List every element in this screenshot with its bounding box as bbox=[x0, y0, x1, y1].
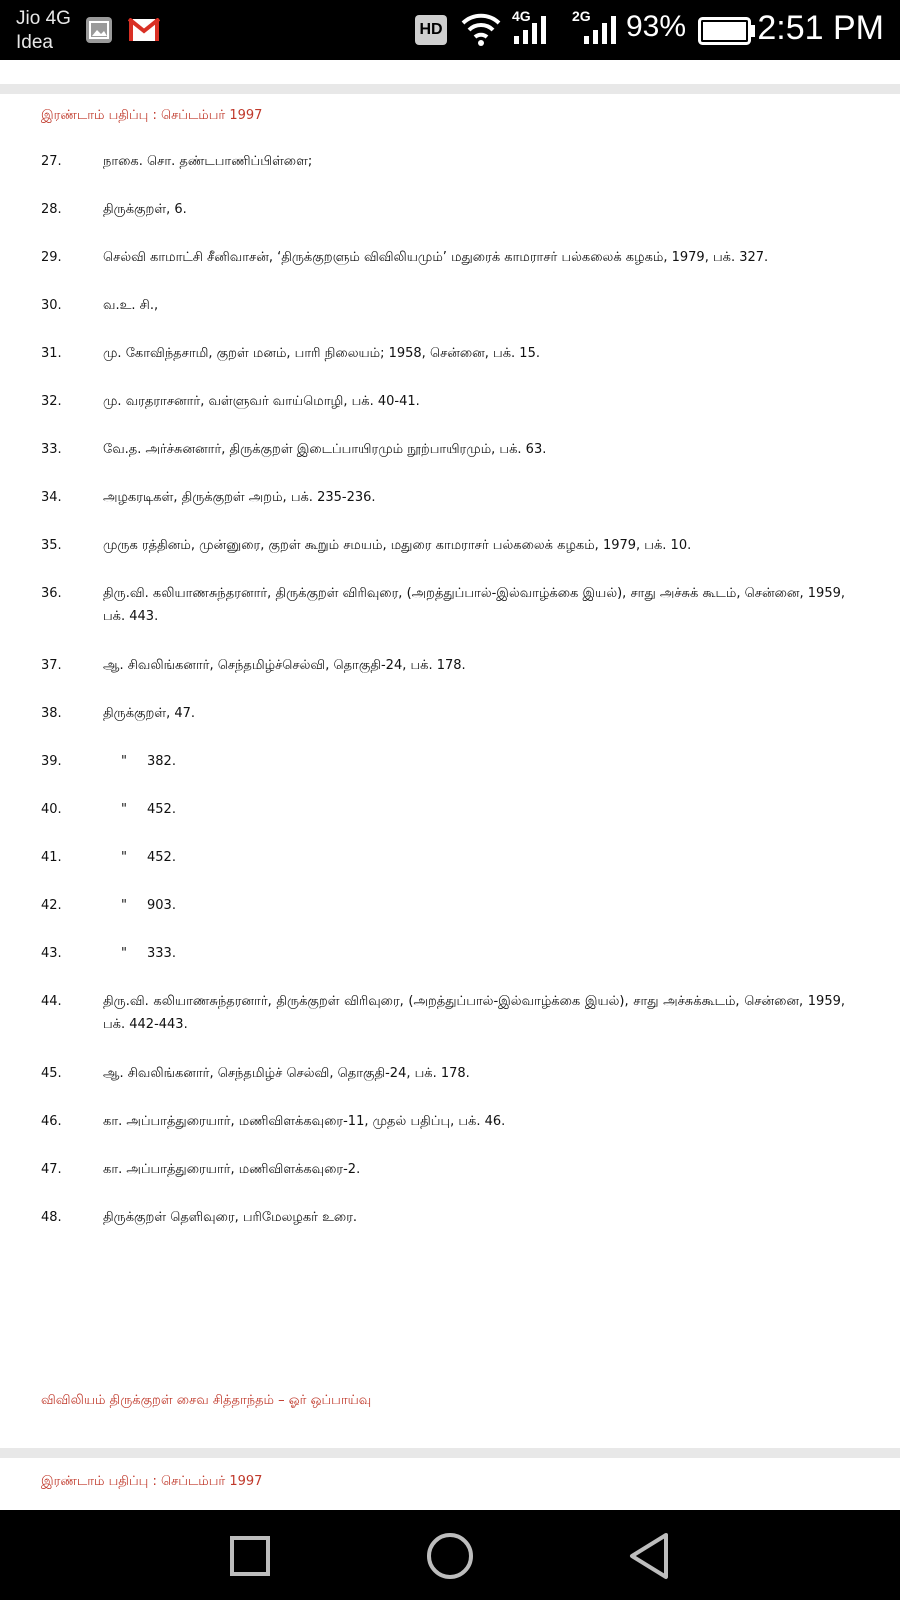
status-bar bbox=[0, 0, 900, 60]
note-item bbox=[41, 582, 845, 628]
recent-apps-icon[interactable] bbox=[224, 1530, 276, 1582]
note-text: திரு.வி. கலியாணசுந்தரனார், திருக்குறள் விரிவுரை, (அறத்துப்பால்-இல்வாழ்க்கை இயல்), சாது அச்சுக் கூடம், சென்னை, 1959, பக். 443. bbox=[103, 586, 845, 624]
note-ref: 452. bbox=[147, 802, 176, 817]
note-text: அழகரடிகள், திருக்குறள் அறம், பக். 235-236. bbox=[103, 490, 376, 505]
note-number: 36. bbox=[41, 586, 62, 601]
home-icon[interactable] bbox=[424, 1530, 476, 1582]
note-item bbox=[41, 198, 845, 221]
note-text: திருக்குறள், 47. bbox=[103, 706, 196, 721]
note-item bbox=[41, 702, 845, 725]
note-item bbox=[41, 438, 845, 461]
network-type-label-2: 2G bbox=[572, 8, 591, 24]
note-text: திருக்குறள் தெளிவுரை, பரிமேலழகர் உரை. bbox=[103, 1210, 358, 1225]
note-text: வே.த. அர்ச்சுனனார், திருக்குறள் இடைப்பாயிரமும் நூற்பாயிரமும், பக். 63. bbox=[103, 442, 547, 457]
signal-icon bbox=[512, 14, 550, 46]
note-item bbox=[41, 846, 845, 869]
note-number: 34. bbox=[41, 490, 62, 505]
note-number: 44. bbox=[41, 994, 62, 1009]
note-item bbox=[41, 1206, 845, 1229]
note-text: கா. அப்பாத்துரையார், மணிவிளக்கவுரை-11, முதல் பதிப்பு, பக். 46. bbox=[103, 1114, 506, 1129]
note-text bbox=[41, 846, 845, 869]
note-text: செல்வி காமாட்சி சீனிவாசன், ‘திருக்குறளும் விவிலியமும்’ மதுரைக் காமராசர் பல்கலைக் கழகம், 1979, பக். 327. bbox=[103, 250, 769, 265]
note-text bbox=[41, 798, 845, 821]
note-number: 45. bbox=[41, 1066, 62, 1081]
note-item bbox=[41, 486, 845, 509]
note-text: ஆ. சிவலிங்கனார், செந்தமிழ்ச்செல்வி, தொகுதி-24, பக். 178. bbox=[103, 658, 466, 673]
ditto-mark: " bbox=[121, 754, 127, 769]
note-number: 40. bbox=[41, 802, 62, 817]
note-item bbox=[41, 390, 845, 413]
edition-note-top: இரண்டாம் பதிப்பு : செப்டம்பர் 1997 bbox=[41, 108, 263, 123]
battery-percent: 93% bbox=[626, 10, 687, 43]
note-number: 38. bbox=[41, 706, 62, 721]
signal-icon-2 bbox=[582, 14, 620, 46]
book-title-footer: விவிலியம் திருக்குறள் சைவ சித்தாந்தம் – ஓர் ஒப்பாய்வு bbox=[41, 1393, 372, 1408]
note-item bbox=[41, 990, 845, 1036]
edition-note-bottom: இரண்டாம் பதிப்பு : செப்டம்பர் 1997 bbox=[41, 1474, 263, 1489]
wifi-icon bbox=[460, 12, 502, 46]
note-number: 46. bbox=[41, 1114, 62, 1129]
note-number: 32. bbox=[41, 394, 62, 409]
note-item bbox=[41, 750, 845, 773]
note-text: கா. அப்பாத்துரையார், மணிவிளக்கவுரை-2. bbox=[103, 1162, 361, 1177]
note-ref: 903. bbox=[147, 898, 176, 913]
note-number: 30. bbox=[41, 298, 62, 313]
note-number: 39. bbox=[41, 754, 62, 769]
note-number: 35. bbox=[41, 538, 62, 553]
note-item bbox=[41, 342, 845, 365]
note-item bbox=[41, 534, 845, 557]
note-number: 41. bbox=[41, 850, 62, 865]
ditto-mark: " bbox=[121, 802, 127, 817]
carrier-label bbox=[16, 7, 71, 55]
note-text: வ.உ. சி., bbox=[103, 298, 159, 313]
note-text: திரு.வி. கலியாணசுந்தரனார், திருக்குறள் விரிவுரை, (அறத்துப்பால்-இல்வாழ்க்கை இயல்), சாது அச்சுக்கூடம், சென்னை, 1959, பக். 442-443. bbox=[103, 994, 845, 1032]
note-number: 37. bbox=[41, 658, 62, 673]
note-text: திருக்குறள், 6. bbox=[103, 202, 187, 217]
note-text: நாகை. சொ. தண்டபாணிப்பிள்ளை; bbox=[103, 154, 313, 169]
clock: 2:51 PM bbox=[757, 9, 884, 47]
note-number: 31. bbox=[41, 346, 62, 361]
note-item bbox=[41, 894, 845, 917]
ditto-mark: " bbox=[121, 850, 127, 865]
carrier-line1: Jio 4G bbox=[16, 8, 71, 29]
note-item bbox=[41, 150, 845, 173]
note-number: 28. bbox=[41, 202, 62, 217]
note-item bbox=[41, 246, 845, 269]
gallery-icon bbox=[86, 17, 112, 43]
note-text bbox=[41, 894, 845, 917]
note-number: 43. bbox=[41, 946, 62, 961]
note-text bbox=[41, 750, 845, 773]
note-ref: 382. bbox=[147, 754, 176, 769]
note-text: மு. கோவிந்தசாமி, குறள் மனம், பாரி நிலையம்; 1958, சென்னை, பக். 15. bbox=[103, 346, 540, 361]
note-number: 47. bbox=[41, 1162, 62, 1177]
note-ref: 452. bbox=[147, 850, 176, 865]
note-item bbox=[41, 294, 845, 317]
page-divider-top bbox=[0, 84, 900, 94]
note-item bbox=[41, 798, 845, 821]
note-text: மு. வரதராசனார், வள்ளுவர் வாய்மொழி, பக். 40-41. bbox=[103, 394, 420, 409]
back-icon[interactable] bbox=[624, 1530, 676, 1582]
note-number: 27. bbox=[41, 154, 62, 169]
hd-badge: HD bbox=[415, 15, 447, 45]
note-text: முருக ரத்தினம், முன்னுரை, குறள் கூறும் சமயம், மதுரை காமராசர் பல்கலைக் கழகம், 1979, பக். 10. bbox=[103, 538, 692, 553]
battery-icon bbox=[698, 17, 756, 45]
note-text: ஆ. சிவலிங்கனார், செந்தமிழ்ச் செல்வி, தொகுதி-24, பக். 178. bbox=[103, 1066, 470, 1081]
note-item bbox=[41, 654, 845, 677]
ditto-mark: " bbox=[121, 946, 127, 961]
note-number: 29. bbox=[41, 250, 62, 265]
carrier-line2: Idea bbox=[16, 32, 53, 53]
note-text bbox=[41, 942, 845, 965]
gmail-icon bbox=[128, 18, 160, 42]
note-item bbox=[41, 1158, 845, 1181]
note-number: 42. bbox=[41, 898, 62, 913]
note-item bbox=[41, 1062, 845, 1085]
note-number: 33. bbox=[41, 442, 62, 457]
note-ref: 333. bbox=[147, 946, 176, 961]
note-item bbox=[41, 1110, 845, 1133]
ditto-mark: " bbox=[121, 898, 127, 913]
network-type-label: 4G bbox=[512, 8, 531, 24]
note-item bbox=[41, 942, 845, 965]
note-number: 48. bbox=[41, 1210, 62, 1225]
page-divider-bottom bbox=[0, 1448, 900, 1458]
